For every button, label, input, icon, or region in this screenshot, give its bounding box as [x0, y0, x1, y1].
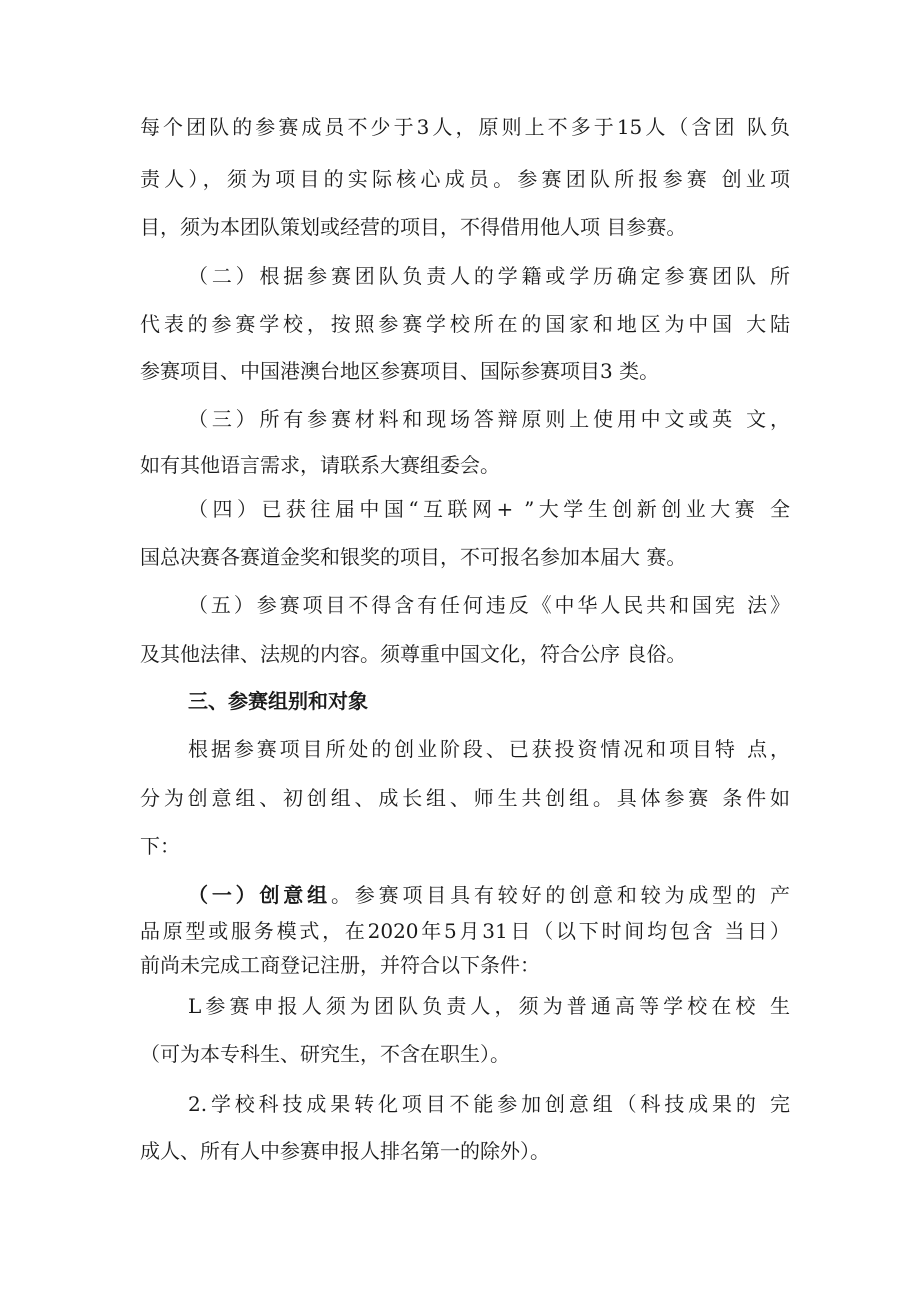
paragraph-line: （三）所有参赛材料和现场答辩原则上使用中文或英 文， — [188, 407, 790, 431]
paragraph-line: （二）根据参赛团队负责人的学籍或学历确定参赛团队 所 — [188, 264, 790, 288]
paragraph-line: 目，须为本团队策划或经营的项目，不得借用他人项 目参赛。 — [140, 215, 687, 239]
paragraph-line: （四）已获往届中国“互联网+ ”大学生创新创业大赛 全 — [188, 497, 790, 521]
paragraph-line: 2.学校科技成果转化项目不能参加创意组（科技成果的 完 — [188, 1092, 790, 1116]
paragraph-line: （五）参赛项目不得含有任何违反《中华人民共和国宪 法》 — [188, 593, 790, 617]
paragraph-line: 前尚未完成工商登记注册，并符合以下条件： — [140, 953, 540, 977]
paragraph-line: L参赛申报人须为团队负责人，须为普通高等学校在校 生 — [188, 994, 790, 1018]
paragraph-line: 国总决赛各赛道金奖和银奖的项目，不可报名参加本届大 赛。 — [140, 545, 687, 569]
paragraph-line: 责人），须为项目的实际核心成员。参赛团队所报参赛 创业项 — [140, 167, 790, 191]
paragraph-line: 参赛项目、中国港澳台地区参赛项目、国际参赛项目3 类。 — [140, 359, 660, 383]
paragraph-line — [188, 881, 790, 909]
paragraph-line: （可为本专科生、研究生，不含在职生）。 — [140, 1042, 510, 1066]
paragraph-line: 及其他法律、法规的内容。须尊重中国文化，符合公序 良俗。 — [140, 642, 687, 666]
paragraph-line: 下： — [140, 834, 180, 858]
paragraph-line: 每个团队的参赛成员不少于3人，原则上不多于15人（含团 队负 — [140, 115, 790, 139]
subsection-label: （一）创意组 — [188, 883, 331, 907]
paragraph-line: 品原型或服务模式，在2020年5月31日（以下时间均包含 当日） — [140, 919, 790, 943]
section-heading: 三、参赛组别和对象 — [188, 689, 368, 713]
paragraph-line: 如有其他语言需求，请联系大赛组委会。 — [140, 453, 500, 477]
paragraph-line: 根据参赛项目所处的创业阶段、已获投资情况和项目特 点， — [188, 737, 790, 761]
paragraph-line: 代表的参赛学校，按照参赛学校所在的国家和地区为中国 大陆 — [140, 312, 790, 336]
paragraph-line: 分为创意组、初创组、成长组、师生共创组。具体参赛 条件如 — [140, 786, 790, 810]
paragraph-line: 成人、所有人中参赛申报人排名第一的除外）。 — [140, 1139, 550, 1163]
paragraph-text: 。参赛项目具有较好的创意和较为成型的 产 — [330, 883, 791, 907]
